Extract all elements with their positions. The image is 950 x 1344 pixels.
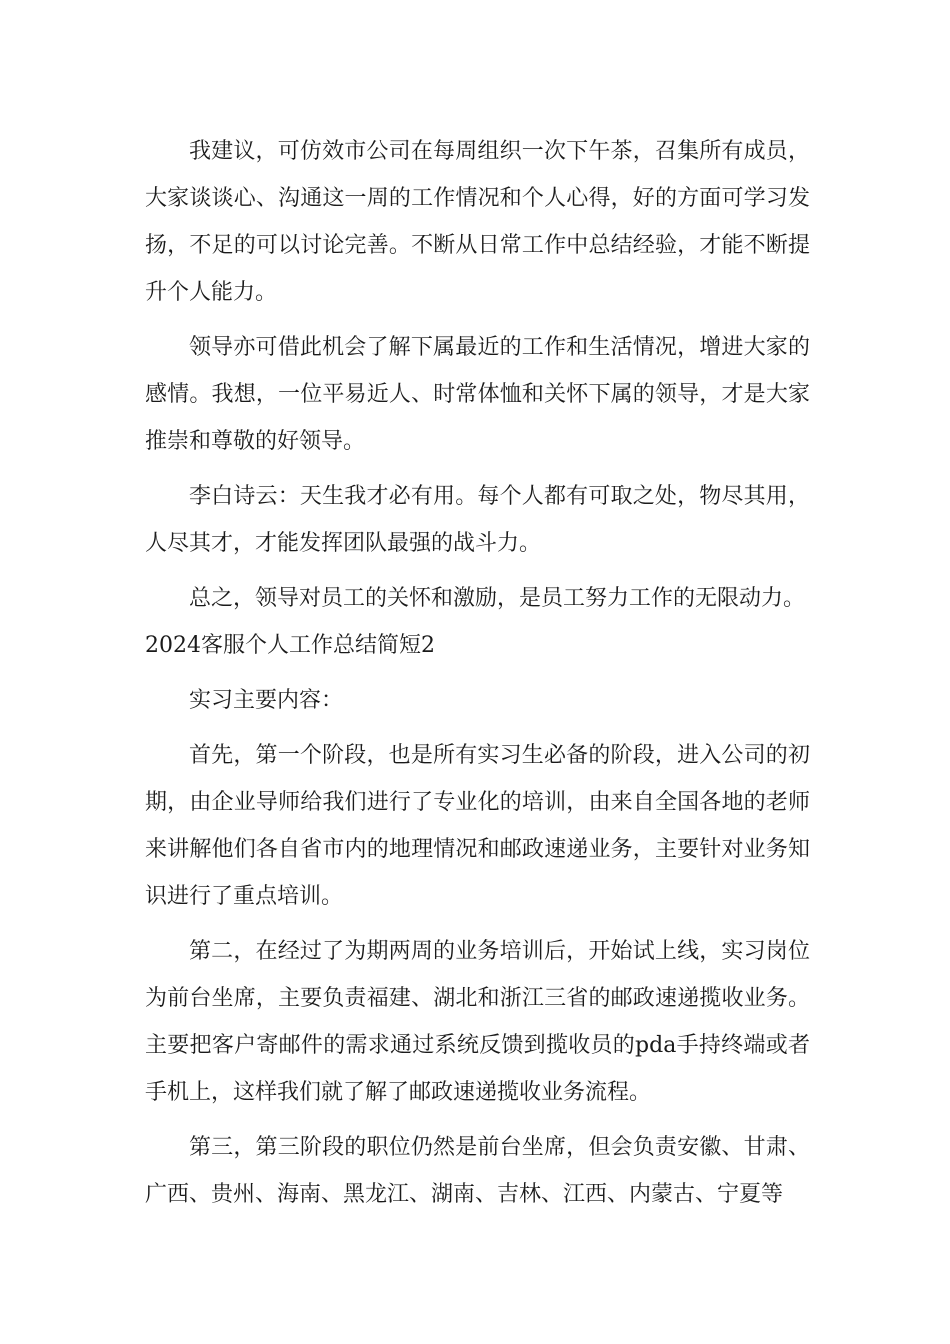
paragraph-afternoon-tea: 我建议，可仿效市公司在每周组织一次下午茶，召集所有成员，大家谈谈心、沟通这一周的工作情况和个人心得，好的方面可学习发扬，不足的可以讨论完善。不断从日常工作中总结经验，才能不断提升个人能力。	[145, 139, 810, 305]
paragraph-leader-care: 领导亦可借此机会了解下属最近的工作和生活情况，增进大家的感情。我想，一位平易近人、时常体恤和关怀下属的领导，才是大家推崇和尊敬的好领导。	[145, 335, 810, 454]
paragraph-li-bai-quote: 李白诗云：天生我才必有用。每个人都有可取之处，物尽其用，人尽其才，才能发挥团队最强的战斗力。	[145, 484, 810, 556]
section-title: 2024客服个人工作总结简短2	[145, 633, 435, 658]
document-body	[145, 128, 810, 1226]
paragraph-stage-three: 第三，第三阶段的职位仍然是前台坐席，但会负责安徽、甘肃、广西、贵州、海南、黑龙江、湖南、吉林、江西、内蒙古、宁夏等	[145, 1135, 810, 1207]
paragraph-conclusion: 总之，领导对员工的关怀和激励，是员工努力工作的无限动力。	[189, 586, 806, 611]
paragraph-stage-one: 首先，第一个阶段，也是所有实习生必备的阶段，进入公司的初期，由企业导师给我们进行了专业化的培训，由来自全国各地的老师来讲解他们各自省市内的地理情况和邮政速递业务，主要针对业务知识进行了重点培训。	[145, 743, 810, 909]
paragraph-stage-two: 第二，在经过了为期两周的业务培训后，开始试上线，实习岗位为前台坐席，主要负责福建、湖北和浙江三省的邮政速递揽收业务。主要把客户寄邮件的需求通过系统反馈到揽收员的pda手持终端或者手机上，这样我们就了解了邮政速递揽收业务流程。	[145, 939, 810, 1105]
paragraph-internship-content: 实习主要内容：	[189, 688, 344, 713]
